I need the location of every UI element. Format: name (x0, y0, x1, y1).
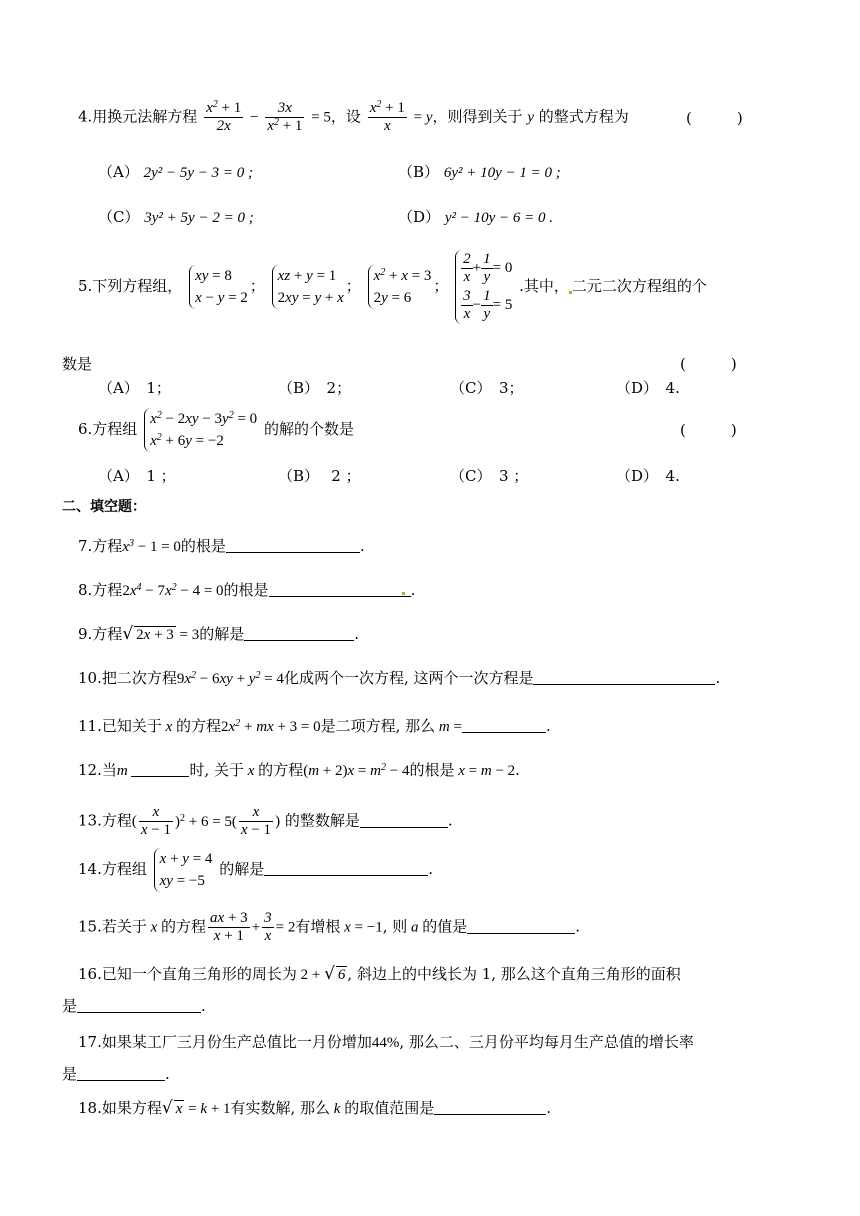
q4-text: 4.用换元法解方程 (78, 107, 198, 126)
q5-option-b: （B） 2； (278, 379, 352, 397)
q4-fraction-1: $\frac{x^2 + 1}{2x}$ (206, 99, 242, 134)
q6-option-d: （D） 4. (616, 467, 680, 485)
q4-option-a: （A） 2y² − 5y − 3 = 0 ; (98, 163, 254, 181)
answer-blank[interactable] (77, 1065, 165, 1081)
question-11: 11.已知关于 x 的方程$2x^2$ + mx + 3 = 0是二项方程, 那么 m = . (78, 717, 551, 735)
answer-blank[interactable] (434, 1099, 546, 1115)
answer-blank[interactable] (131, 761, 189, 777)
question-4: 4.用换元法解方程 $\frac{x^2 + 1}{2x}$ − $\frac{3x}{x^2 + 1}$ = 5，设 $\frac{x^2 + 1}{x}$ = y，则得到关于 y 的整式方程为 (78, 99, 629, 134)
question-15: 15.若关于 x 的方程 $\frac{ax + 3}{x + 1}$ + $\frac{3}{x}$ = 2有增根 x = −1, 则 a 的值是 . (78, 910, 581, 944)
q14-system: x + y = 4 xy = −5 (154, 848, 213, 892)
answer-blank[interactable] (533, 669, 715, 685)
question-17: 17.如果某工厂三月份生产总值比一月份增加44%, 那么二、三月份平均每月生产总值的增长率 (78, 1033, 694, 1051)
answer-blank[interactable] (264, 860, 428, 876)
q4-option-c: （C） 3y² + 5y − 2 = 0 ; (98, 208, 254, 226)
q5-option-a: （A） 1； (98, 379, 171, 397)
question-16: 16.已知一个直角三角形的周长为 2 + √ 6 , 斜边上的中线长为 1, 那么这个直角三角形的面积 (78, 964, 681, 984)
q5-answer-paren: ( ) (680, 355, 737, 373)
q6-option-c: （C） 3 ； (450, 467, 529, 485)
question-18: 18.如果方程√ x = k + 1有实数解, 那么 k 的取值范围是 . (78, 1098, 551, 1118)
q4-fraction-2: $\frac{3x}{x^2 + 1}$ (267, 100, 303, 134)
question-13: 13.方程( $\frac{x}{x - 1}$ )$^2$ + 6 = 5( $\frac{x}{x - 1}$ ) 的整数解是 . (78, 804, 453, 838)
q6-system: $x^2 - 2xy - 3y^2 = 0$ $x^2 + 6y = -2$ (144, 408, 257, 452)
question-8: 8.方程$2x^4 - 7x^2 - 4 = 0$的根是 . (78, 581, 416, 599)
q5-system-3: $x^2 + x = 3$ 2y = 6 (368, 265, 432, 309)
answer-blank[interactable] (244, 625, 354, 641)
q5-system-1: xy = 8 x − y = 2 (189, 265, 248, 309)
section-heading: 二、填空题： (62, 499, 146, 515)
question-12: 12.当m 时, 关于 x 的方程$(m + 2)x = m^2 - 4$的根是 x = m − 2. (78, 761, 520, 779)
question-10: 10.把二次方程$9x^2 - 6xy + y^2 = 4$化成两个一次方程, 这两个一次方程是 . (78, 669, 721, 687)
answer-blank[interactable] (77, 997, 201, 1013)
q4-option-b: （B） 6y² + 10y − 1 = 0 ; (398, 163, 561, 181)
answer-blank[interactable] (360, 812, 448, 828)
q6-option-a: （A） 1 ； (98, 467, 176, 485)
question-6: 6.方程组 $x^2 - 2xy - 3y^2 = 0$ $x^2 + 6y = -2$ 的解的个数是 (78, 408, 354, 452)
q4-option-d: （D） y² − 10y − 6 = 0 . (398, 208, 553, 226)
q4-answer-paren: ( ) (686, 109, 743, 127)
answer-blank[interactable] (467, 918, 575, 934)
answer-blank[interactable] (462, 717, 546, 733)
q5-system-2: xz + y = 1 2xy = y + x (272, 265, 344, 309)
answer-blank[interactable] (269, 581, 411, 597)
q5-option-d: （D） 4. (616, 379, 680, 397)
q5-continuation: 数是 (62, 355, 93, 373)
question-9: 9.方程√ 2x + 3 = 3的解是 . (78, 624, 360, 644)
question-14: 14.方程组 x + y = 4 xy = −5 的解是 . (78, 848, 433, 892)
q4-substitution: $\frac{x^2 + 1}{x}$ (369, 99, 405, 134)
question-5: 5.下列方程组， xy = 8 x − y = 2 ； xz + y = 1 2xy = y + x ； $x^2 + x = 3$ 2y = 6 ； $\frac{2}{x}$ + $\frac{1}{y}$ = 0 $\frac{3}{x}$ − $\frac{1}{y}$ = 5 .其中， 二元二次方程组的个 (78, 251, 707, 322)
q5-option-c: （C） 3； (450, 379, 524, 397)
question-7: 7.方程$x^3 - 1 = 0$的根是 . (78, 537, 365, 555)
question-17-continuation: 是 . (62, 1065, 170, 1083)
q6-option-b: （B） 2 ； (278, 467, 361, 485)
q5-system-4: $\frac{2}{x}$ + $\frac{1}{y}$ = 0 $\frac{3}{x}$ − $\frac{1}{y}$ = 5 (455, 250, 512, 324)
q6-answer-paren: ( ) (680, 421, 737, 439)
question-16-continuation: 是 . (62, 997, 206, 1015)
answer-blank[interactable] (226, 537, 360, 553)
